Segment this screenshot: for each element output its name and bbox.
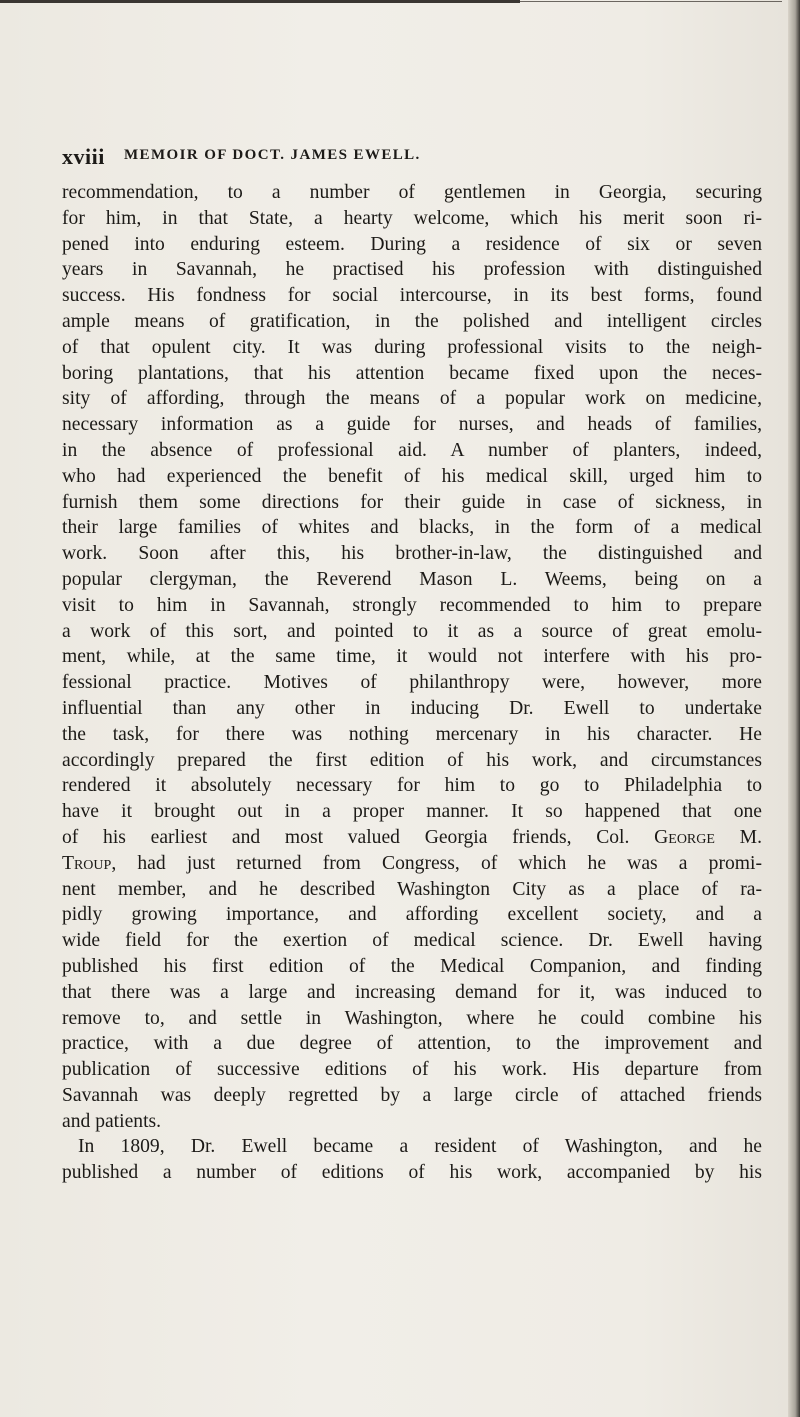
small-caps-name: George [654,826,715,848]
text-line: the task, for there was nothing mercenary in his character. He [62,723,762,745]
text-line: work. Soon after this, his brother-in-law, the distinguished and [62,543,762,565]
text-line: remove to, and settle in Washington, where he could combine his [62,1007,762,1029]
text-line: furnish them some directions for their guide in case of sickness, in [62,491,762,513]
text-line: of his earliest and most valued Georgia friends, Col. George M. [62,826,762,848]
text-line: influential than any other in inducing Dr. Ewell to undertake [62,697,762,719]
text-line: ample means of gratification, in the polished and intelligent circles [62,310,762,332]
text-line: necessary information as a guide for nurses, and heads of families, [62,414,762,436]
text-line: have it brought out in a proper manner. It so happened that one [62,801,762,823]
text-line: publication of successive editions of his work. His departure from [62,1059,762,1081]
text-line: fessional practice. Motives of philanthropy were, however, more [62,672,762,694]
text-line: nent member, and he described Washington City as a place of ra- [62,878,762,900]
text-line: Savannah was deeply regretted by a large circle of attached friends [62,1084,762,1106]
text-line: pened into enduring esteem. During a residence of six or seven [62,233,762,255]
text-line: published his first edition of the Medical Companion, and finding [62,955,762,977]
text-line: sity of affording, through the means of a popular work on medicine, [62,388,762,410]
small-caps-name: Troup [62,852,112,874]
text-line: visit to him in Savannah, strongly recommended to him to prepare [62,594,762,616]
text-line: for him, in that State, a hearty welcome, which his merit soon ri- [62,207,762,229]
text-line: in the absence of professional aid. A number of planters, indeed, [62,439,762,461]
text-line: recommendation, to a number of gentlemen in Georgia, securing [62,182,762,203]
text-line: Troup, had just returned from Congress, of which he was a promi- [62,852,762,874]
running-head-title: MEMOIR OF DOCT. JAMES EWELL. [124,147,421,163]
text-line: accordingly prepared the first edition of his work, and circumstances [62,749,762,771]
text-line: rendered it absolutely necessary for him to go to Philadelphia to [62,775,762,797]
page-number: xviii [62,144,105,169]
body-text [62,180,762,1186]
text-line: and patients. [62,1110,162,1132]
text-line: ment, while, at the same time, it would not interfere with his pro- [62,646,762,668]
text-line: wide field for the exertion of medical science. Dr. Ewell having [62,930,762,952]
top-rule-thin [520,1,782,2]
text-line: a work of this sort, and pointed to it as a source of great emolu- [62,620,762,642]
text-line: practice, with a due degree of attention, to the improvement and [62,1033,762,1055]
text-line: success. His fondness for social intercourse, in its best forms, found [62,285,762,307]
text-line: pidly growing importance, and affording excellent society, and a [62,904,762,926]
running-head [62,144,742,170]
text-line: published a number of editions of his work, accompanied by his [62,1162,762,1184]
text-line: of that opulent city. It was during professional visits to the neigh- [62,336,762,358]
text-line: who had experienced the benefit of his medical skill, urged him to [62,465,762,487]
text-line: boring plantations, that his attention became fixed upon the neces- [62,362,762,384]
binding-edge [788,0,800,1417]
text-line: that there was a large and increasing demand for it, was induced to [62,981,762,1003]
text-line: popular clergyman, the Reverend Mason L. Weems, being on a [62,568,762,590]
text-line: years in Savannah, he practised his profession with distinguished [62,259,762,281]
text-line: their large families of whites and blacks, in the form of a medical [62,517,762,539]
top-rule [0,0,520,3]
text-line: In 1809, Dr. Ewell became a resident of Washington, and he [78,1136,762,1158]
